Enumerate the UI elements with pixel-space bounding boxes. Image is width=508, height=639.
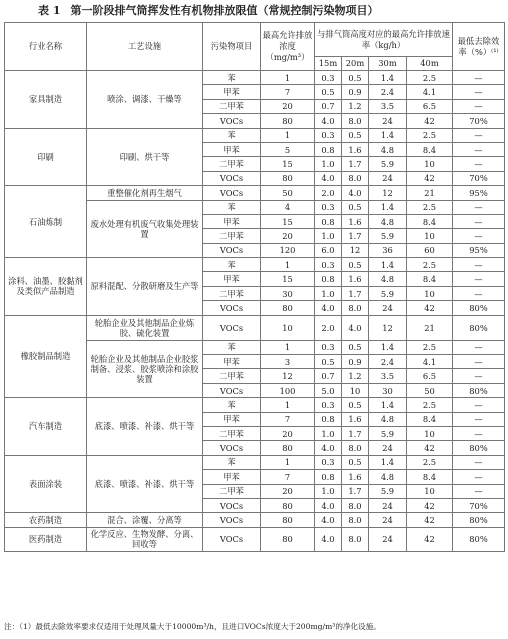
rate-30m-cell: 4.8	[369, 214, 407, 228]
concentration-cell: 120	[261, 243, 315, 257]
efficiency-cell: —	[453, 99, 505, 113]
industry-cell: 汽车制造	[5, 398, 87, 456]
process-cell: 混合、涂覆、分离等	[87, 513, 203, 527]
rate-40m-cell: 8.4	[407, 470, 453, 484]
pollutant-cell: VOCs	[203, 243, 261, 257]
rate-40m-cell: 60	[407, 243, 453, 257]
efficiency-cell: 80%	[453, 315, 505, 340]
concentration-cell: 12	[261, 369, 315, 383]
rate-15m-cell: 2.0	[315, 186, 342, 200]
rate-15m-cell: 1.0	[315, 286, 342, 300]
rate-20m-cell: 4.0	[342, 186, 369, 200]
rate-15m-cell: 0.3	[315, 71, 342, 85]
pollutant-cell: 苯	[203, 340, 261, 354]
concentration-cell: 1	[261, 128, 315, 142]
rate-30m-cell: 1.4	[369, 340, 407, 354]
header-rate-group: 与排气筒高度对应的最高允许排放速率（kg/h）	[315, 23, 453, 57]
rate-30m-cell: 24	[369, 527, 407, 551]
rate-15m-cell: 0.3	[315, 128, 342, 142]
process-cell: 轮胎企业及其他制品企业胶浆制备、浸浆、胶浆喷涂和涂胶装置	[87, 340, 203, 398]
pollutant-cell: 甲苯	[203, 272, 261, 286]
rate-15m-cell: 0.7	[315, 369, 342, 383]
rate-15m-cell: 0.3	[315, 455, 342, 469]
rate-15m-cell: 4.0	[315, 301, 342, 315]
concentration-cell: 1	[261, 258, 315, 272]
rate-30m-cell: 1.4	[369, 71, 407, 85]
concentration-cell: 1	[261, 71, 315, 85]
process-cell: 底漆、喷漆、补漆、烘干等	[87, 398, 203, 456]
rate-40m-cell: 10	[407, 286, 453, 300]
efficiency-cell: —	[453, 484, 505, 498]
rate-40m-cell: 42	[407, 513, 453, 527]
concentration-cell: 80	[261, 114, 315, 128]
rate-20m-cell: 1.6	[342, 142, 369, 156]
pollutant-cell: 甲苯	[203, 142, 261, 156]
table-row	[5, 315, 505, 340]
rate-40m-cell: 2.5	[407, 398, 453, 412]
table-row	[5, 398, 505, 412]
rate-40m-cell: 4.1	[407, 355, 453, 369]
pollutant-cell: 二甲苯	[203, 99, 261, 113]
rate-40m-cell: 42	[407, 527, 453, 551]
pollutant-cell: 苯	[203, 258, 261, 272]
rate-15m-cell: 0.5	[315, 85, 342, 99]
process-cell: 印刷、烘干等	[87, 128, 203, 186]
rate-20m-cell: 0.9	[342, 85, 369, 99]
efficiency-cell: —	[453, 85, 505, 99]
rate-20m-cell: 0.5	[342, 200, 369, 214]
efficiency-cell: —	[453, 412, 505, 426]
rate-40m-cell: 42	[407, 441, 453, 455]
pollutant-cell: 二甲苯	[203, 484, 261, 498]
pollutant-cell: VOCs	[203, 383, 261, 397]
process-cell: 废水处理有机废气收集处理装置	[87, 200, 203, 258]
industry-cell: 石油炼制	[5, 186, 87, 258]
rate-20m-cell: 1.6	[342, 272, 369, 286]
rate-30m-cell: 24	[369, 513, 407, 527]
rate-30m-cell: 2.4	[369, 85, 407, 99]
table-row	[5, 186, 505, 200]
rate-30m-cell: 1.4	[369, 128, 407, 142]
rate-20m-cell: 8.0	[342, 527, 369, 551]
pollutant-cell: 苯	[203, 398, 261, 412]
rate-40m-cell: 10	[407, 484, 453, 498]
efficiency-cell: 80%	[453, 513, 505, 527]
rate-15m-cell: 0.7	[315, 99, 342, 113]
header-min-efficiency: 最低去除效率（%）⁽¹⁾	[453, 23, 505, 71]
rate-20m-cell: 0.5	[342, 398, 369, 412]
pollutant-cell: 二甲苯	[203, 157, 261, 171]
efficiency-cell: —	[453, 470, 505, 484]
concentration-cell: 30	[261, 286, 315, 300]
rate-40m-cell: 8.4	[407, 272, 453, 286]
pollutant-cell: 二甲苯	[203, 426, 261, 440]
efficiency-cell: 80%	[453, 441, 505, 455]
rate-20m-cell: 1.7	[342, 157, 369, 171]
rate-20m-cell: 1.7	[342, 286, 369, 300]
rate-30m-cell: 1.4	[369, 398, 407, 412]
rate-15m-cell: 0.5	[315, 355, 342, 369]
rate-15m-cell: 4.0	[315, 114, 342, 128]
rate-40m-cell: 42	[407, 114, 453, 128]
concentration-cell: 1	[261, 340, 315, 354]
rate-20m-cell: 1.6	[342, 470, 369, 484]
rate-15m-cell: 5.0	[315, 383, 342, 397]
efficiency-cell: —	[453, 200, 505, 214]
rate-40m-cell: 8.4	[407, 412, 453, 426]
pollutant-cell: 甲苯	[203, 85, 261, 99]
process-cell: 喷涂、调漆、干燥等	[87, 71, 203, 129]
table-row	[5, 455, 505, 469]
efficiency-cell: —	[453, 128, 505, 142]
pollutant-cell: VOCs	[203, 441, 261, 455]
rate-15m-cell: 0.8	[315, 470, 342, 484]
efficiency-cell: 70%	[453, 114, 505, 128]
pollutant-cell: 苯	[203, 128, 261, 142]
rate-30m-cell: 24	[369, 171, 407, 185]
pollutant-cell: 二甲苯	[203, 286, 261, 300]
rate-40m-cell: 42	[407, 498, 453, 512]
rate-15m-cell: 0.3	[315, 200, 342, 214]
rate-20m-cell: 4.0	[342, 315, 369, 340]
rate-15m-cell: 0.3	[315, 258, 342, 272]
rate-30m-cell: 12	[369, 186, 407, 200]
header-pollutant: 污染物项目	[203, 23, 261, 71]
table-title	[0, 0, 508, 22]
rate-20m-cell: 8.0	[342, 441, 369, 455]
rate-15m-cell: 0.8	[315, 412, 342, 426]
rate-20m-cell: 10	[342, 383, 369, 397]
concentration-cell: 80	[261, 441, 315, 455]
concentration-cell: 15	[261, 214, 315, 228]
rate-30m-cell: 24	[369, 301, 407, 315]
efficiency-cell: —	[453, 142, 505, 156]
rate-40m-cell: 21	[407, 186, 453, 200]
rate-30m-cell: 5.9	[369, 229, 407, 243]
rate-30m-cell: 5.9	[369, 157, 407, 171]
pollutant-cell: VOCs	[203, 315, 261, 340]
concentration-cell: 7	[261, 412, 315, 426]
efficiency-cell: —	[453, 426, 505, 440]
rate-30m-cell: 5.9	[369, 286, 407, 300]
industry-cell: 医药制造	[5, 527, 87, 551]
process-cell: 原料混配、分散研磨及生产等	[87, 258, 203, 316]
rate-20m-cell: 8.0	[342, 513, 369, 527]
header-process: 工艺设施	[87, 23, 203, 71]
pollutant-cell: 甲苯	[203, 470, 261, 484]
rate-20m-cell: 0.5	[342, 71, 369, 85]
industry-cell: 农药制造	[5, 513, 87, 527]
table-row	[5, 71, 505, 85]
pollutant-cell: VOCs	[203, 301, 261, 315]
industry-cell: 家具制造	[5, 71, 87, 129]
pollutant-cell: 苯	[203, 200, 261, 214]
table-row	[5, 128, 505, 142]
rate-15m-cell: 0.3	[315, 398, 342, 412]
pollutant-cell: 甲苯	[203, 355, 261, 369]
concentration-cell: 7	[261, 85, 315, 99]
rate-15m-cell: 1.0	[315, 229, 342, 243]
rate-40m-cell: 2.5	[407, 71, 453, 85]
industry-cell: 印刷	[5, 128, 87, 186]
rate-15m-cell: 6.0	[315, 243, 342, 257]
rate-20m-cell: 8.0	[342, 114, 369, 128]
rate-40m-cell: 2.5	[407, 128, 453, 142]
rate-40m-cell: 8.4	[407, 142, 453, 156]
table-number: 表 1	[38, 4, 61, 17]
rate-15m-cell: 4.0	[315, 441, 342, 455]
rate-20m-cell: 1.7	[342, 484, 369, 498]
concentration-cell: 15	[261, 272, 315, 286]
rate-40m-cell: 10	[407, 157, 453, 171]
rate-20m-cell: 8.0	[342, 301, 369, 315]
rate-20m-cell: 1.6	[342, 214, 369, 228]
rate-20m-cell: 8.0	[342, 498, 369, 512]
rate-15m-cell: 0.8	[315, 214, 342, 228]
rate-40m-cell: 6.5	[407, 99, 453, 113]
efficiency-cell: —	[453, 71, 505, 85]
concentration-cell: 10	[261, 315, 315, 340]
rate-40m-cell: 2.5	[407, 340, 453, 354]
header-height-30m: 30m	[369, 57, 407, 71]
concentration-cell: 100	[261, 383, 315, 397]
rate-40m-cell: 6.5	[407, 369, 453, 383]
rate-15m-cell: 0.8	[315, 142, 342, 156]
efficiency-cell: 70%	[453, 171, 505, 185]
rate-20m-cell: 0.5	[342, 340, 369, 354]
industry-cell: 橡胶制品制造	[5, 315, 87, 398]
rate-30m-cell: 12	[369, 315, 407, 340]
efficiency-cell: —	[453, 157, 505, 171]
efficiency-cell: —	[453, 272, 505, 286]
rate-40m-cell: 42	[407, 301, 453, 315]
rate-15m-cell: 0.3	[315, 340, 342, 354]
pollutant-cell: VOCs	[203, 171, 261, 185]
rate-40m-cell: 2.5	[407, 200, 453, 214]
concentration-cell: 20	[261, 426, 315, 440]
rate-40m-cell: 21	[407, 315, 453, 340]
rate-15m-cell: 0.8	[315, 272, 342, 286]
rate-30m-cell: 36	[369, 243, 407, 257]
pollutant-cell: 二甲苯	[203, 229, 261, 243]
concentration-cell: 4	[261, 200, 315, 214]
rate-15m-cell: 1.0	[315, 484, 342, 498]
concentration-cell: 1	[261, 398, 315, 412]
rate-15m-cell: 4.0	[315, 171, 342, 185]
table-row	[5, 527, 505, 551]
concentration-cell: 80	[261, 513, 315, 527]
concentration-cell: 80	[261, 301, 315, 315]
rate-40m-cell: 2.5	[407, 455, 453, 469]
concentration-cell: 1	[261, 455, 315, 469]
rate-30m-cell: 30	[369, 383, 407, 397]
process-cell: 重整催化剂再生烟气	[87, 186, 203, 200]
efficiency-cell: 80%	[453, 527, 505, 551]
efficiency-cell: —	[453, 258, 505, 272]
efficiency-cell: —	[453, 214, 505, 228]
concentration-cell: 20	[261, 229, 315, 243]
header-height-15m: 15m	[315, 57, 342, 71]
table-footnote: 注：（1）最低去除效率要求仅适用于处理风量大于10000m³/h，且进口VOCs浓度大于200mg/m³的净化设施。	[4, 622, 381, 631]
pollutant-cell: VOCs	[203, 513, 261, 527]
header-industry: 行业名称	[5, 23, 87, 71]
process-cell: 轮胎企业及其他制品企业炼胶、硫化装置	[87, 315, 203, 340]
table-body	[5, 71, 505, 552]
rate-20m-cell: 0.5	[342, 128, 369, 142]
rate-15m-cell: 2.0	[315, 315, 342, 340]
rate-20m-cell: 0.5	[342, 455, 369, 469]
concentration-cell: 5	[261, 142, 315, 156]
pollutant-cell: 甲苯	[203, 412, 261, 426]
concentration-cell: 7	[261, 470, 315, 484]
table-row	[5, 258, 505, 272]
rate-20m-cell: 1.7	[342, 426, 369, 440]
rate-30m-cell: 1.4	[369, 200, 407, 214]
rate-15m-cell: 4.0	[315, 498, 342, 512]
rate-20m-cell: 1.2	[342, 99, 369, 113]
rate-30m-cell: 1.4	[369, 455, 407, 469]
rate-40m-cell: 8.4	[407, 214, 453, 228]
pollutant-cell: VOCs	[203, 527, 261, 551]
rate-20m-cell: 1.2	[342, 369, 369, 383]
efficiency-cell: —	[453, 340, 505, 354]
rate-30m-cell: 1.4	[369, 258, 407, 272]
table-row	[5, 513, 505, 527]
concentration-cell: 50	[261, 186, 315, 200]
efficiency-cell: 80%	[453, 383, 505, 397]
rate-15m-cell: 4.0	[315, 513, 342, 527]
pollutant-cell: VOCs	[203, 498, 261, 512]
rate-30m-cell: 4.8	[369, 412, 407, 426]
rate-15m-cell: 4.0	[315, 527, 342, 551]
pollutant-cell: VOCs	[203, 114, 261, 128]
efficiency-cell: —	[453, 455, 505, 469]
efficiency-cell: 80%	[453, 301, 505, 315]
efficiency-cell: —	[453, 398, 505, 412]
industry-cell: 表面涂装	[5, 455, 87, 513]
rate-40m-cell: 2.5	[407, 258, 453, 272]
concentration-cell: 20	[261, 484, 315, 498]
efficiency-cell: —	[453, 286, 505, 300]
efficiency-cell: —	[453, 355, 505, 369]
concentration-cell: 80	[261, 171, 315, 185]
rate-30m-cell: 24	[369, 441, 407, 455]
concentration-cell: 15	[261, 157, 315, 171]
rate-20m-cell: 8.0	[342, 171, 369, 185]
rate-30m-cell: 3.5	[369, 369, 407, 383]
rate-30m-cell: 4.8	[369, 470, 407, 484]
concentration-cell: 3	[261, 355, 315, 369]
pollutant-cell: VOCs	[203, 186, 261, 200]
efficiency-cell: 95%	[453, 243, 505, 257]
rate-20m-cell: 1.6	[342, 412, 369, 426]
rate-40m-cell: 10	[407, 229, 453, 243]
table-title-text: 第一阶段排气筒挥发性有机物排放限值（常规控制污染物项目）	[70, 4, 379, 17]
pollutant-cell: 苯	[203, 71, 261, 85]
efficiency-cell: —	[453, 229, 505, 243]
process-cell: 化学反应、生物发酵、分离、回收等	[87, 527, 203, 551]
rate-40m-cell: 50	[407, 383, 453, 397]
efficiency-cell: —	[453, 369, 505, 383]
rate-30m-cell: 4.8	[369, 142, 407, 156]
rate-20m-cell: 12	[342, 243, 369, 257]
efficiency-cell: 70%	[453, 498, 505, 512]
rate-30m-cell: 2.4	[369, 355, 407, 369]
rate-20m-cell: 0.5	[342, 258, 369, 272]
pollutant-cell: 苯	[203, 455, 261, 469]
rate-30m-cell: 5.9	[369, 426, 407, 440]
concentration-cell: 80	[261, 527, 315, 551]
rate-20m-cell: 1.7	[342, 229, 369, 243]
rate-20m-cell: 0.9	[342, 355, 369, 369]
header-max-concentration: 最高允许排放浓度（mg/m³）	[261, 23, 315, 71]
rate-15m-cell: 1.0	[315, 157, 342, 171]
pollutant-cell: 二甲苯	[203, 369, 261, 383]
rate-30m-cell: 3.5	[369, 99, 407, 113]
concentration-cell: 20	[261, 99, 315, 113]
rate-40m-cell: 42	[407, 171, 453, 185]
rate-30m-cell: 24	[369, 114, 407, 128]
concentration-cell: 80	[261, 498, 315, 512]
header-height-20m: 20m	[342, 57, 369, 71]
rate-40m-cell: 10	[407, 426, 453, 440]
industry-cell: 涂料、油墨、胶黏剂及类似产品制造	[5, 258, 87, 316]
rate-30m-cell: 4.8	[369, 272, 407, 286]
rate-15m-cell: 1.0	[315, 426, 342, 440]
emission-limits-table	[4, 22, 505, 552]
efficiency-cell: 95%	[453, 186, 505, 200]
rate-40m-cell: 4.1	[407, 85, 453, 99]
pollutant-cell: 甲苯	[203, 214, 261, 228]
rate-30m-cell: 24	[369, 498, 407, 512]
rate-30m-cell: 5.9	[369, 484, 407, 498]
process-cell: 底漆、喷漆、补漆、烘干等	[87, 455, 203, 513]
header-height-40m: 40m	[407, 57, 453, 71]
